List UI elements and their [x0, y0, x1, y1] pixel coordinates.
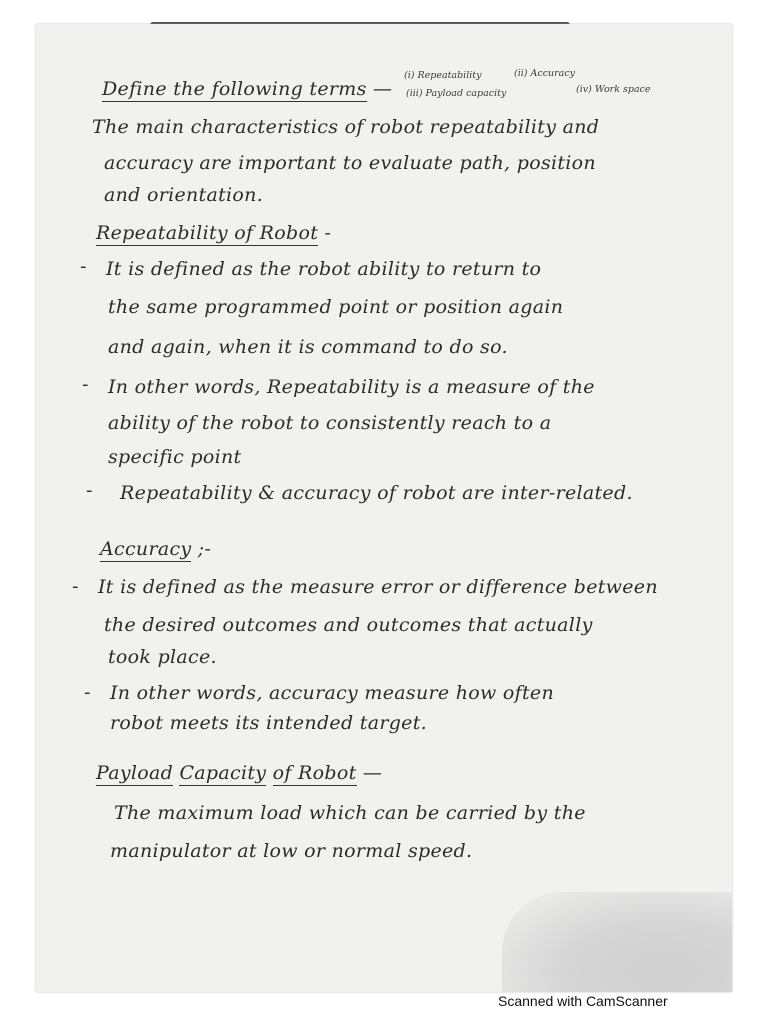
- repeatability-point-2-line-2: ability of the robot to consistently reach to a: [108, 412, 552, 434]
- accuracy-point-1-line-1: It is defined as the measure error or difference between: [98, 576, 658, 598]
- payload-heading-word-2: Capacity: [179, 762, 267, 784]
- notebook-page: [36, 24, 732, 992]
- payload-heading-word-3: of Robot: [272, 762, 357, 784]
- repeatability-point-2-line-3: specific point: [108, 446, 242, 468]
- payload-heading-word-1: Payload: [96, 762, 174, 784]
- repeatability-heading: [96, 222, 331, 244]
- intro-line-2: accuracy are important to evaluate path, position: [104, 152, 596, 174]
- payload-heading-suffix: —: [362, 762, 383, 784]
- accuracy-heading-suffix: ;-: [197, 538, 212, 560]
- accuracy-heading: [100, 538, 211, 560]
- page-corner-shadow: [502, 892, 732, 992]
- bullet-dash: -: [84, 682, 91, 703]
- question-title: Define the following terms: [102, 78, 367, 100]
- question-heading: [102, 78, 392, 100]
- repeatability-point-2-line-1: In other words, Repeatability is a measure of the: [108, 376, 595, 398]
- accuracy-point-1-line-2: the desired outcomes and outcomes that actually: [104, 614, 593, 636]
- bullet-dash: -: [80, 256, 87, 277]
- sub-item-workspace: (iv) Work space: [576, 84, 651, 95]
- accuracy-point-2-line-2: robot meets its intended target.: [110, 712, 427, 734]
- sub-item-accuracy: (ii) Accuracy: [514, 68, 576, 79]
- repeatability-point-1-line-3: and again, when it is command to do so.: [108, 336, 508, 358]
- repeatability-point-3-line-1: Repeatability & accuracy of robot are inter-related.: [120, 482, 633, 504]
- accuracy-heading-text: Accuracy: [100, 538, 192, 560]
- repeatability-point-1-line-2: the same programmed point or position again: [108, 296, 564, 318]
- bullet-dash: -: [72, 576, 79, 597]
- repeatability-heading-suffix: -: [324, 222, 332, 244]
- intro-line-1: The main characteristics of robot repeatability and: [92, 116, 600, 138]
- sub-item-repeatability: (i) Repeatability: [404, 70, 482, 81]
- accuracy-point-2-line-1: In other words, accuracy measure how often: [110, 682, 555, 704]
- camscanner-watermark: Scanned with CamScanner: [498, 993, 668, 1009]
- question-title-dash: —: [372, 78, 393, 100]
- bullet-dash: -: [82, 374, 89, 395]
- payload-heading: [96, 762, 382, 784]
- bullet-dash: -: [86, 480, 93, 501]
- accuracy-point-1-line-3: took place.: [108, 646, 217, 668]
- repeatability-point-1-line-1: It is defined as the robot ability to return to: [106, 258, 542, 280]
- payload-line-1: The maximum load which can be carried by the: [114, 802, 586, 824]
- intro-line-3: and orientation.: [104, 184, 264, 206]
- sub-item-payload: (iii) Payload capacity: [406, 88, 507, 99]
- repeatability-heading-text: Repeatability of Robot: [96, 222, 319, 244]
- payload-line-2: manipulator at low or normal speed.: [110, 840, 473, 862]
